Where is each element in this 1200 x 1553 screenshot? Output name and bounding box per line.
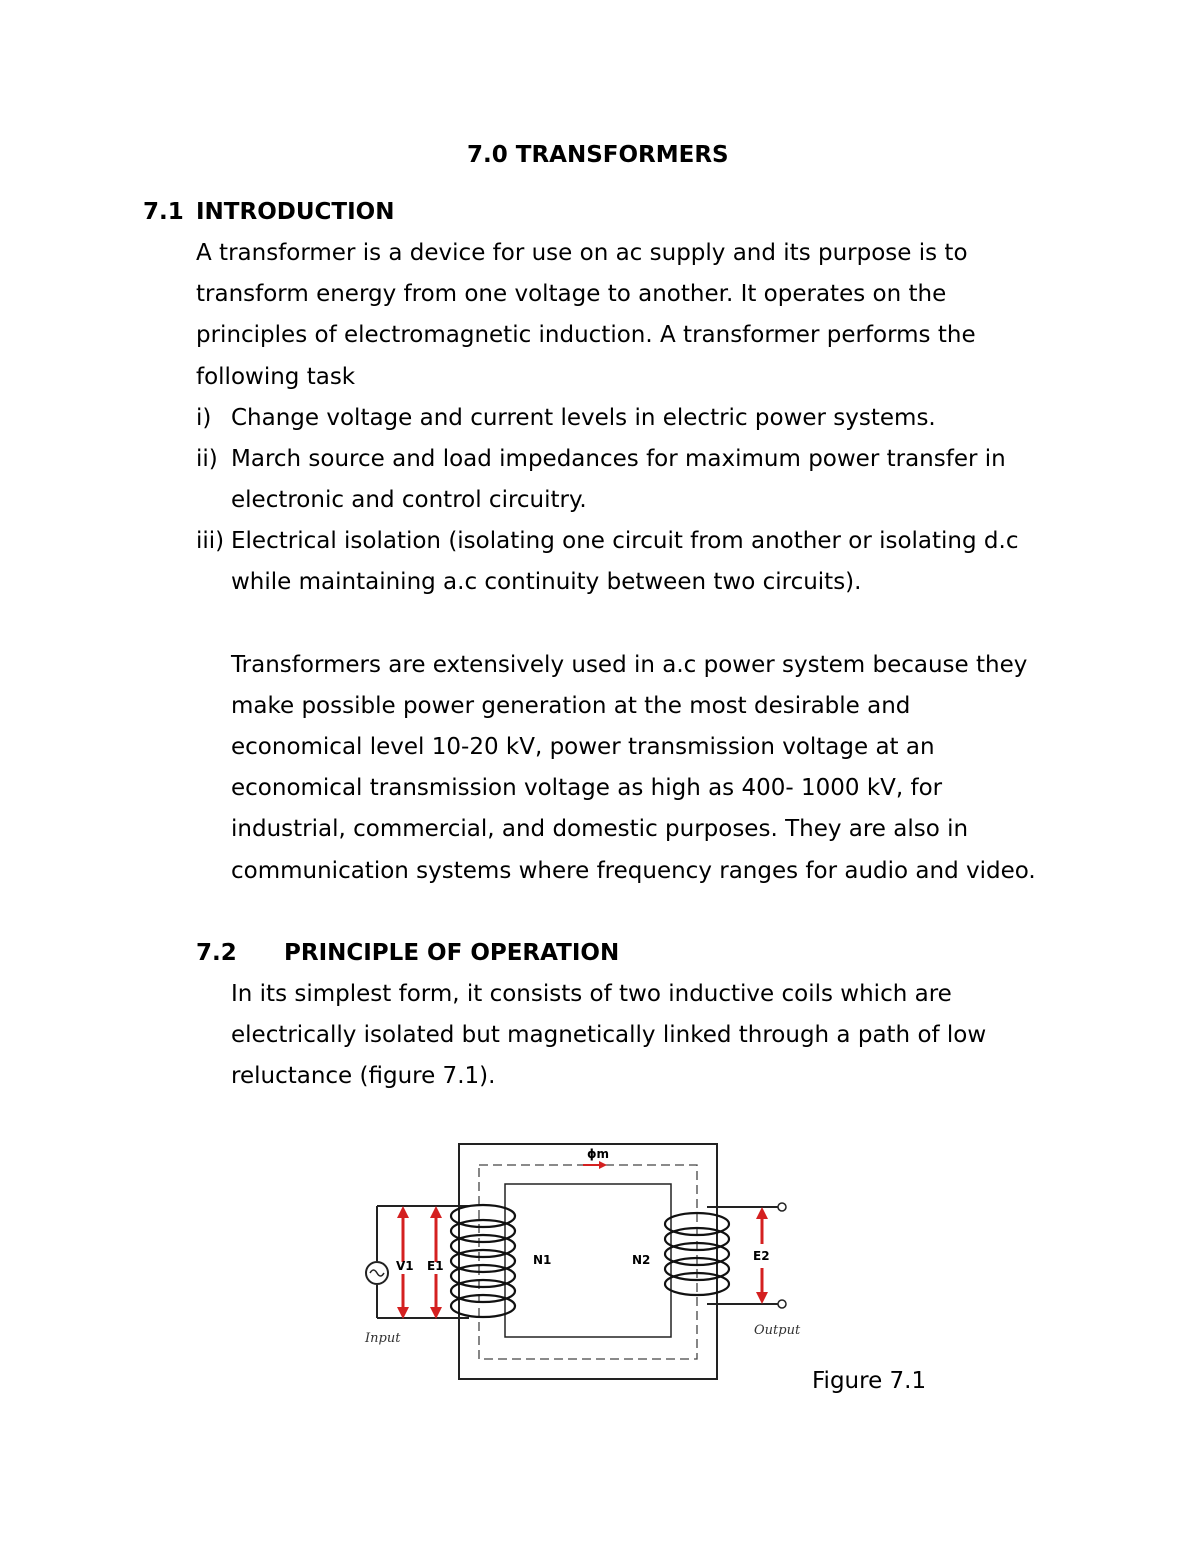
paragraph-line: electrically isolated but magnetically linked through a path of low — [231, 1022, 987, 1048]
list-marker: ii) — [196, 446, 218, 472]
section-7-1-number: 7.1 — [143, 199, 184, 225]
output-terminal-top — [778, 1203, 786, 1211]
paragraph-line: communication systems where frequency ranges for audio and video. — [231, 858, 1036, 884]
list-item: Electrical isolation (isolating one circuit from another or isolating d.c — [231, 528, 1019, 554]
secondary-coil — [665, 1213, 729, 1295]
core-outer — [459, 1144, 717, 1379]
intro-line: A transformer is a device for use on ac supply and its purpose is to — [196, 240, 968, 266]
paragraph-line: industrial, commercial, and domestic purposes. They are also in — [231, 816, 969, 842]
paragraph-line: make possible power generation at the most desirable and — [231, 693, 911, 719]
v1-label: V1 — [396, 1259, 414, 1273]
section-7-2-number: 7.2 — [196, 940, 237, 966]
section-7-1-heading: INTRODUCTION — [196, 199, 395, 225]
figure-caption: Figure 7.1 — [812, 1368, 927, 1394]
list-marker: i) — [196, 405, 212, 431]
intro-line: following task — [196, 364, 356, 390]
flux-path — [479, 1165, 697, 1359]
flux-label: ϕm — [587, 1147, 610, 1161]
section-7-2-heading: PRINCIPLE OF OPERATION — [284, 940, 620, 966]
list-item-continuation: electronic and control circuitry. — [231, 487, 587, 513]
paragraph-line: In its simplest form, it consists of two inductive coils which are — [231, 981, 952, 1007]
list-item-continuation: while maintaining a.c continuity between two circuits). — [231, 569, 862, 595]
transformer-diagram — [357, 1118, 807, 1390]
intro-line: principles of electromagnetic induction. A transformer performs the — [196, 322, 976, 348]
e2-label: E2 — [753, 1249, 770, 1263]
output-label: Output — [754, 1323, 801, 1338]
n2-label: N2 — [632, 1253, 651, 1267]
paragraph-line: economical transmission voltage as high as 400- 1000 kV, for — [231, 775, 943, 801]
paragraph-line: economical level 10-20 kV, power transmission voltage at an — [231, 734, 935, 760]
output-terminal-bottom — [778, 1300, 786, 1308]
intro-line: transform energy from one voltage to another. It operates on the — [196, 281, 947, 307]
list-item: March source and load impedances for maximum power transfer in — [231, 446, 1006, 472]
n1-label: N1 — [533, 1253, 552, 1267]
list-marker: iii) — [196, 528, 225, 554]
document-title: 7.0 TRANSFORMERS — [467, 142, 729, 168]
paragraph-line: reluctance (figure 7.1). — [231, 1063, 496, 1089]
input-label: Input — [365, 1331, 401, 1346]
paragraph-line: Transformers are extensively used in a.c power system because they — [231, 652, 1028, 678]
list-item: Change voltage and current levels in electric power systems. — [231, 405, 936, 431]
e1-label: E1 — [427, 1259, 444, 1273]
